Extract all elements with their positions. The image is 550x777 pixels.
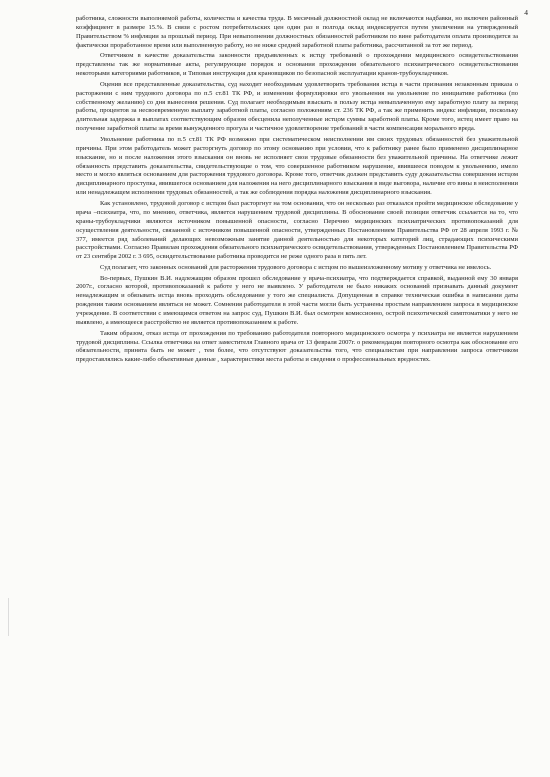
paragraph: Оценив все представленные доказательства, суд находит необходимым удовлетворить требования истца в части признания незаконным приказа о расторжении с ним трудового договора по п.5 ст.81 ТК РФ, и изменении формулировки его увольнения на увольнение по инициативе работника (по собственному желанию) со дня вынесения решения. Суд полагает необходимым взыскать в пользу истца невыплаченную ему заработную плату за период работы, процентов за несвоевременную выплату заработной платы, согласно положениям ст. 236 ТК РФ, а так же применить индекс инфляции, поскольку длительная задержка в выплатах соответствующим образом обесценила неполученные истцом суммы заработной платы. Кроме того, истец имеет право на получение заработной платы за время вынужденного прогула и частичное удовлетворение требований в части компенсации морального вреда. — [76, 80, 518, 133]
paragraph: Таким образом, отказ истца от прохождения по требованию работодателя повторного медицинского осмотра у психиатра не является нарушением трудовой дисциплины. Ссылка ответчика на ответ заместителя Главного врача от 13 февраля 2007г. о рекомендации повторного осмотра как обоснование его обязательности, принята быть не может , тем более, что отсутствуют доказательства того, что специалистам при направлении запроса ответчиком предоставлялись какие-либо объективные данные , характеристики места работы и сведения о профессиональных вредностях. — [76, 329, 518, 364]
paragraph: Во-первых, Пушкин В.И. надлежащим образом прошел обследование у врача-психиатра, что подтверждается справкой, выданной ему 30 января 2007г., согласно которой, противопоказаний к работе у него не выявлено. У работодателя не было никаких оснований признавать данный документ ненадлежащим и обязывать истца вновь проходить обследование у того же специалиста. Допущенная в справке техническая ошибка в написании даты рождения таким основанием являться не может. Сомнения работодателя в этой части могли быть устранены простым направлением запроса в медицинское учреждение. В соответствии с имеющимся ответом на запрос суд, Пушкин В.И. был осмотрен комиссионно, острой психотической симптоматики у него не выявлено, а имеющееся расстройство не является противопоказанием к работе. — [76, 274, 518, 327]
document-body — [76, 15, 518, 367]
paragraph: Суд полагает, что законных оснований для расторжения трудового договора с истцом по вышеизложенному мотиву у ответчика не имелось. — [100, 263, 492, 271]
page-number: 4 — [524, 8, 528, 17]
paragraph: Как установлено, трудовой договор с истцом был расторгнут на том основании, что он несколько раз отказался пройти медицинское обследование у врача –психиатра, что, по мнению, ответчика, является нарушением трудовой дисциплины. В обоснование своей позиции ответчик ссылается на то, что краны-трубоукладчики являются источником повышенной опасности, согласно Перечню медицинских психиатрических противопоказаний для осуществления деятельности, связанной с источником повышенной опасности, утвержденных Постановлением Правительства РФ от 28 апреля 1993 г. № 377, имеется ряд заболеваний ,делающих невозможным занятие данной деятельностью для некоторых категорий лиц, страдающих психическими расстройствами. Согласно Правилам прохождения обязательного психиатрического освидетельствования, утвержденных Постановлением Правительства РФ от 23 сентября 2002 г. 3 695, освидетельствование работника проводится не реже одного раза в пять лет. — [76, 199, 518, 261]
paragraph: Ответчиком в качестве доказательства законности предъявленных к истцу требований о прохождении медицинского освидетельствования представлены так же нормативные акты, регулирующие порядок и основания прохождения обязательного психиатрического освидетельствования некоторыми категориями работников, и Типовая инструкция для крановщиков по безопасной эксплуатации кранов-трубоукладчиков. — [76, 52, 518, 78]
margin-stamp-mark — [8, 598, 19, 636]
paragraph: работника, сложности выполняемой работы, количества и качества труда. В месячный должностной оклад не включаются надбавки, но включен районный коэффициент в размере 15.%. В связи с ростом потребительских цен один раз в полгода оклад индексируется путем увеличения на утвержденный Правительством % инфляции за прошлый период. При невыполнении должностных обязанностей работником по вине работодателя оплата производится за фактически проработанное время или выполненную работу, но не ниже средней заработной платы работника, рассчитанной за тот же период. — [76, 15, 518, 49]
paragraph: Увольнение работника по п.5 ст.81 ТК РФ возможно при систематическом неисполнении им своих трудовых обязанностей без уважительной причины. При этом работодатель может расторгнуть договор по этому основанию при условии, что к работнику ранее было применено дисциплинарное взыскание, но и после наложения этого взыскания он вновь не исполняет свои трудовые обязанности без уважительной причины. На ответчике лежит обязанность представить доказательства, свидетельствующие о том, что совершенное работником нарушение, явившееся поводом к увольнению, имело место и могло являться основанием для расторжения трудового договора. Кроме того, ответчик должен представить суду доказательства совершения истцом дисциплинарного проступка, явившегося основанием для наложения на него дисциплинарного взыскания в виде выговора, наличие его вины в неисполнении или ненадлежащем исполнении трудовых обязанностей, а так же соблюдения порядка наложения дисциплинарного взыскания. — [76, 135, 518, 197]
